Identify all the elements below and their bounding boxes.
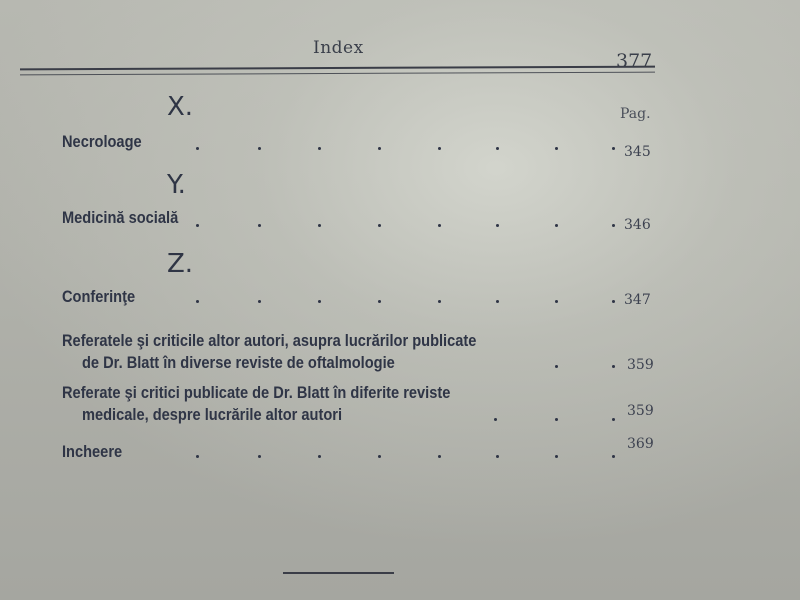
leader-dot <box>378 224 381 227</box>
leader-dot <box>378 147 381 150</box>
leader-dot <box>258 147 261 150</box>
entry-conferinte: Conferinţe <box>62 287 136 306</box>
leader-dot <box>494 418 497 421</box>
leader-dot <box>258 455 261 458</box>
entry-medicina-sociala: Medicină socială <box>62 208 179 227</box>
leader-dot <box>438 300 441 303</box>
leader-dot <box>555 365 558 368</box>
entry-necroloage: Necroloage <box>62 132 142 151</box>
header-rule-thick <box>20 66 655 71</box>
leader-dot <box>438 455 441 458</box>
leader-dot <box>196 147 199 150</box>
leader-dot <box>612 224 615 227</box>
leader-dot <box>612 455 615 458</box>
leader-dot <box>438 147 441 150</box>
section-letter-z: Z. <box>167 249 194 279</box>
entry-referatele-line-2: de Dr. Blatt în diverse reviste de oftalmologie <box>82 353 395 372</box>
leader-dot <box>612 418 615 421</box>
leader-dot <box>612 365 615 368</box>
section-letter-y: Y. <box>167 170 186 200</box>
leader-dot <box>318 224 321 227</box>
entry-page-referate: 359 <box>627 403 654 419</box>
entry-page-medicina-sociala: 346 <box>624 217 651 233</box>
leader-dot <box>496 300 499 303</box>
leader-dot <box>612 300 615 303</box>
leader-dot <box>258 224 261 227</box>
page-number: 377 <box>616 50 653 72</box>
leader-dot <box>555 147 558 150</box>
entry-referatele-line-1: Referatele şi criticile altor autori, asupra lucrărilor publicate <box>62 331 477 350</box>
leader-dot <box>555 418 558 421</box>
entry-page-incheere: 369 <box>627 436 654 452</box>
leader-dot <box>196 455 199 458</box>
leader-dot <box>378 455 381 458</box>
leader-dot <box>258 300 261 303</box>
pag-column-label: Pag. <box>620 106 651 122</box>
leader-dot <box>318 455 321 458</box>
entry-page-conferinte: 347 <box>624 292 651 308</box>
leader-dot <box>196 300 199 303</box>
leader-dot <box>496 147 499 150</box>
leader-dot <box>555 300 558 303</box>
leader-dot <box>196 224 199 227</box>
entry-page-necroloage: 345 <box>624 144 651 160</box>
leader-dot <box>318 300 321 303</box>
running-header-title: Index <box>313 38 364 58</box>
entry-page-referatele: 359 <box>627 357 654 373</box>
leader-dot <box>438 224 441 227</box>
leader-dot <box>555 224 558 227</box>
leader-dot <box>318 147 321 150</box>
entry-referate-line-2: medicale, despre lucrările altor autori <box>82 405 343 424</box>
leader-dot <box>496 224 499 227</box>
entry-referate-line-1: Referate şi critici publicate de Dr. Blatt în diferite reviste <box>62 383 451 402</box>
leader-dot <box>555 455 558 458</box>
section-letter-x: X. <box>167 92 194 122</box>
leader-dot <box>496 455 499 458</box>
leader-dot <box>612 147 615 150</box>
leader-dot <box>378 300 381 303</box>
entry-incheere: Incheere <box>62 442 123 461</box>
header-rule-thin <box>20 72 655 76</box>
end-rule <box>283 572 394 574</box>
